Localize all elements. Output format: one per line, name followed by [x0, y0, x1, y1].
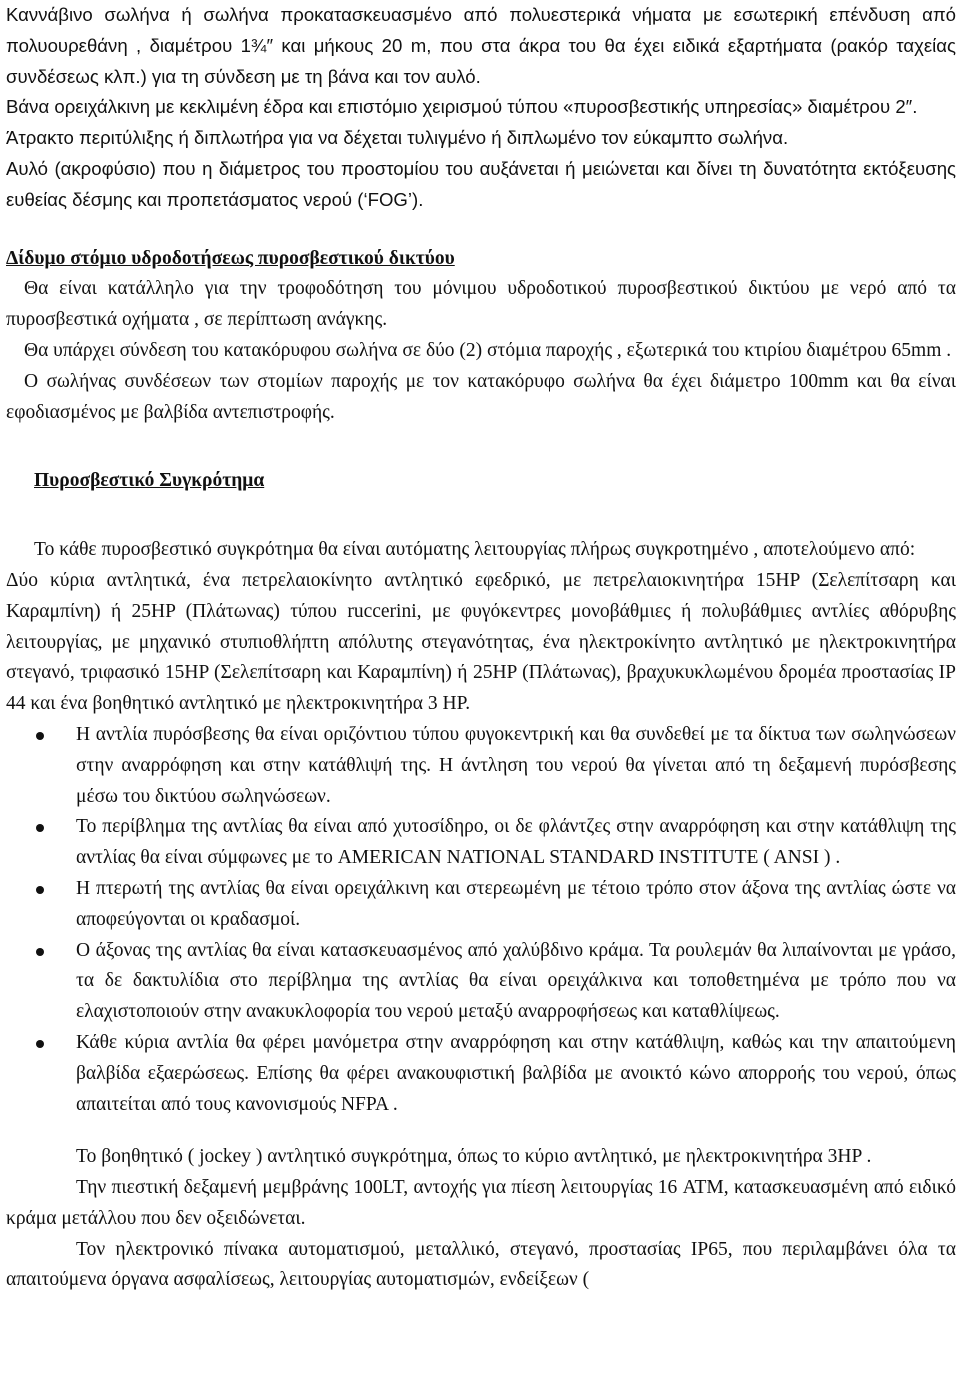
list-item: Η αντλία πυρόσβεσης θα είναι οριζόντιου τύπου φυγοκεντρική και θα συνδεθεί με τα δίκτυα των σωληνώσεων στην αναρρόφηση και στην κατάθλιψή της. Η άντληση του νερού θα γίνεται από τη δεξαμενή πυρόσβεσης μέσω του δικτύου σωληνώσεων.	[6, 720, 956, 812]
pump-set-composition: Δύο κύρια αντλητικά, ένα πετρελαιοκίνητο αντλητικό εφεδρικό, με πετρελαιοκινητήρα 15HP (Σελεπίτσαρη και Καραμπίνη) ή 25HP (Πλάτωνας) τύπου ruccerini, με φυγόκεντρες μονοβάθμιες ή πολυβάθμιες αντλίες αθόρυβης λειτουργίας, με μηχανικό στυπιοθλήπτη απόλυτης στεγανότητας, ένα ηλεκτροκίνητο αντλητικό με ηλεκτροκινητήρα στεγανό, τριφασικό 15HP (Σελεπίτσαρη και Καραμπίνη) ή 25HP (Πλάτωνας), βραχυκυκλωμένου δρομέα προστασίας IP 44 και ένα βοηθητικό αντλητικό με ηλεκτροκινητήρα 3 HP.	[6, 569, 956, 715]
pump-set-intro: Το κάθε πυροσβεστικό συγκρότημα θα είναι αυτόματης λειτουργίας πλήρως συγκροτημένο , αποτελούμενο από:	[34, 539, 916, 561]
list-item: Η πτερωτή της αντλίας θα είναι ορειχάλκινη και στερεωμένη με τέτοιο τρόπο στον άξονα της αντλίας ώστε να αποφεύγονται οι κραδασμοί.	[6, 874, 956, 936]
pressure-tank-paragraph: Την πιεστική δεξαμενή μεμβράνης 100LT, αντοχής για πίεση λειτουργίας 16 ATM, κατασκευασμένη από ειδικό κράμα μετάλλου που δεν οξειδώνεται.	[6, 1177, 956, 1229]
intro-paragraph-valve: Βάνα ορειχάλκινη με κεκλιμένη έδρα και επιστόμιο χειρισμού τύπου «πυροσβεστικής υπηρεσίας» διαμέτρου 2″.	[6, 96, 918, 118]
twin-inlet-paragraph-2: Θα υπάρχει σύνδεση του κατακόρυφου σωλήνα σε δύο (2) στόμια παροχής , εξωτερικά του κτιρίου διαμέτρου 65mm .	[24, 339, 952, 361]
intro-paragraph-nozzle: Αυλό (ακροφύσιο) που η διάμετρος του προστομίου του αυξάνεται ή μειώνεται και δίνει τη δυνατότητα εκτόξευσης ευθείας δέσμης και προπετάσματος νερού (‘FOG’).	[6, 157, 956, 210]
list-item: Ο άξονας της αντλίας θα είναι κατασκευασμένος από χαλύβδινο κράμα. Τα ρουλεμάν θα λιπαίνονται με γράσο, τα δε δακτυλίδια στο περίβλημα της αντλίας θα είναι ορειχάλκινα και τοποθετημένα με τρόπο που να ελαχιστοποιούν στην ανακυκλοφορία του νερού μεταξύ αναρροφήσεως και καταθλίψεως.	[6, 936, 956, 1028]
pump-requirements-list	[6, 720, 956, 1120]
bullet-icon	[36, 886, 44, 894]
list-item: Κάθε κύρια αντλία θα φέρει μανόμετρα στην αναρρόφηση και στην κατάθλιψη, καθώς και την απαιτούμενη βαλβίδα εξαερώσεως. Επίσης θα φέρει ανακουφιστική βαλβίδα με ανοικτό κώνο απορροής του νερού, όπως απαιτείται από τους κανονισμούς NFPA .	[6, 1028, 956, 1120]
twin-inlet-paragraph-1: Θα είναι κατάλληλο για την τροφοδότηση του μόνιμου υδροδοτικού πυροσβεστικού δικτύου με νερό από τα πυροσβεστικά οχήματα , σε περίπτωση ανάγκης.	[6, 278, 956, 331]
document-page	[6, 0, 956, 1296]
spacer	[6, 1120, 956, 1142]
list-item: Το περίβλημα της αντλίας θα είναι από χυτοσίδηρο, οι δε φλάντζες στην αναρρόφηση και στην κατάθλιψη της αντλίας θα είναι σύμφωνες με το AMERICAN NATIONAL STANDARD INSTITUTE ( ANSI ) .	[6, 812, 956, 874]
intro-paragraph-reel: Άτρακτο περιτύλιξης ή διπλωτήρα για να δέχεται τυλιγμένο ή διπλωμένο τον εύκαμπτο σωλήνα.	[6, 127, 789, 149]
bullet-icon	[36, 948, 44, 956]
intro-paragraph-hose: Καννάβινο σωλήνα ή σωλήνα προκατασκευασμένο από πολυεστερικά νήματα με εσωτερική επένδυση από πολυουρεθάνη , διαμέτρου 1¾″ και μήκους 20 m, που στα άκρα του θα έχει ειδικά εξαρτήματα (ρακόρ ταχείας συνδέσεως κλπ.) για τη σύνδεση με τη βάνα και τον αυλό.	[6, 4, 956, 87]
jockey-pump-paragraph: Το βοηθητικό ( jockey ) αντλητικό συγκρότημα, όπως το κύριο αντλητικό, με ηλεκτροκινητήρα 3HP .	[76, 1146, 872, 1168]
bullet-icon	[36, 824, 44, 832]
bullet-icon	[36, 732, 44, 740]
section-heading-fire-pump-set: Πυροσβεστικό Συγκρότημα	[34, 470, 265, 492]
section-heading-twin-inlet: Δίδυμο στόμιο υδροδοτήσεως πυροσβεστικού δικτύου	[6, 247, 455, 269]
bullet-icon	[36, 1040, 44, 1048]
twin-inlet-paragraph-3: Ο σωλήνας συνδέσεων των στομίων παροχής με τον κατακόρυφο σωλήνα θα έχει διάμετρο 100mm και θα είναι εφοδιασμένος με βαλβίδα αντεπιστροφής.	[6, 370, 956, 423]
control-panel-paragraph: Τον ηλεκτρονικό πίνακα αυτοματισμού, μεταλλικό, στεγανό, προστασίας IP65, που περιλαμβάνει όλα τα απαιτούμενα όργανα ασφαλίσεως, λειτουργίας αυτοματισμών, ενδείξεων (	[6, 1238, 956, 1291]
